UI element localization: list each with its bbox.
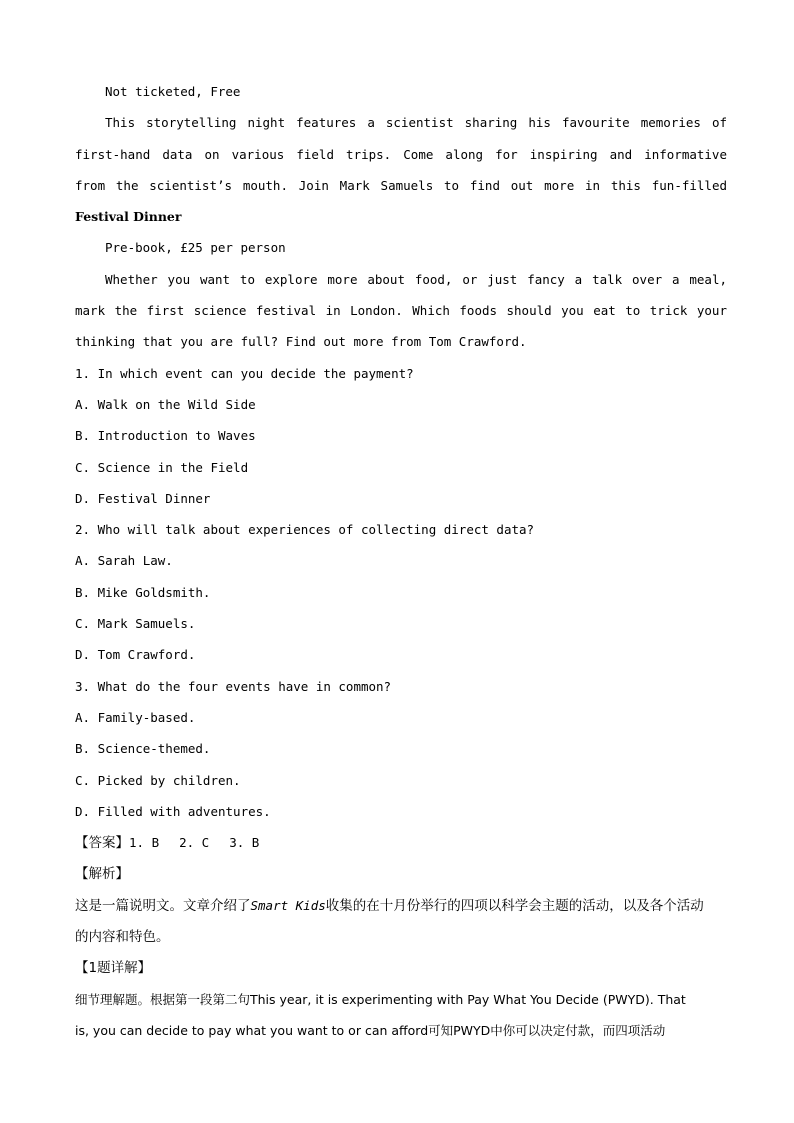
event4-title: Festival Dinner xyxy=(75,209,182,225)
question-option: B. Science-themed. xyxy=(75,741,211,757)
answer-label: 【答案】 xyxy=(75,835,129,852)
detail-line: is, you can decide to pay what you want to or can afford可知PWYD中你可以决定付款，而四项活动 xyxy=(75,1022,666,1038)
question-option: D. Filled with adventures. xyxy=(75,803,271,819)
event3-desc-line: This storytelling night features a scientist sharing his favourite memories of xyxy=(105,115,727,131)
answer-item: 1. B xyxy=(129,835,160,851)
analysis-text: 这是一篇说明文。文章介绍了 xyxy=(75,897,251,914)
analysis-italic-title: Smart Kids xyxy=(250,897,326,913)
question-option: C. Science in the Field xyxy=(75,459,249,475)
question-option: B. Mike Goldsmith. xyxy=(75,584,211,600)
document-page xyxy=(75,78,727,1048)
question-option: A. Sarah Law. xyxy=(75,553,173,569)
event3-ticket: Not ticketed, Free xyxy=(105,84,241,99)
answer-item: 3. B xyxy=(229,835,260,851)
question-option: D. Festival Dinner xyxy=(75,490,211,506)
question-stem: 1. In which event can you decide the payment? xyxy=(75,365,414,381)
analysis-text: 收集的在十月份举行的四项以科学会主题的活动，以及各个活动 xyxy=(325,897,704,914)
event4-desc-line: Whether you want to explore more about food, or just fancy a talk over a meal, xyxy=(105,271,727,287)
detail-label: 【1题详解】 xyxy=(75,960,152,977)
question-stem: 2. Who will talk about experiences of collecting direct data? xyxy=(75,522,535,538)
analysis-line xyxy=(75,892,727,923)
question-option: A. Walk on the Wild Side xyxy=(75,396,256,412)
event4-desc-line: mark the first science festival in London. Which foods should you eat to trick your xyxy=(75,303,727,319)
event4-ticket: Pre-book, £25 per person xyxy=(105,240,286,256)
event3-desc-line: first-hand data on various field trips. Come along for inspiring and informative xyxy=(75,146,727,162)
answer-item: 2. C xyxy=(179,835,210,851)
question-option: A. Family-based. xyxy=(75,709,196,725)
question-stem: 3. What do the four events have in common? xyxy=(75,678,392,694)
question-option: B. Introduction to Waves xyxy=(75,428,256,444)
event4-desc-line: thinking that you are full? Find out more from Tom Crawford. xyxy=(75,334,527,350)
question-option: D. Tom Crawford. xyxy=(75,647,196,663)
event3-desc-line: from the scientist’s mouth. Join Mark Samuels to find out more in this fun-filled xyxy=(75,177,727,193)
question-option: C. Mark Samuels. xyxy=(75,616,196,632)
detail-line: 细节理解题。根据第一段第二句This year, it is experimenting with Pay What You Decide (PWYD). That xyxy=(75,991,686,1007)
analysis-line: 的内容和特色。 xyxy=(75,929,170,946)
answer-line xyxy=(75,829,727,860)
question-option: C. Picked by children. xyxy=(75,772,241,788)
analysis-label: 【解析】 xyxy=(75,866,129,883)
